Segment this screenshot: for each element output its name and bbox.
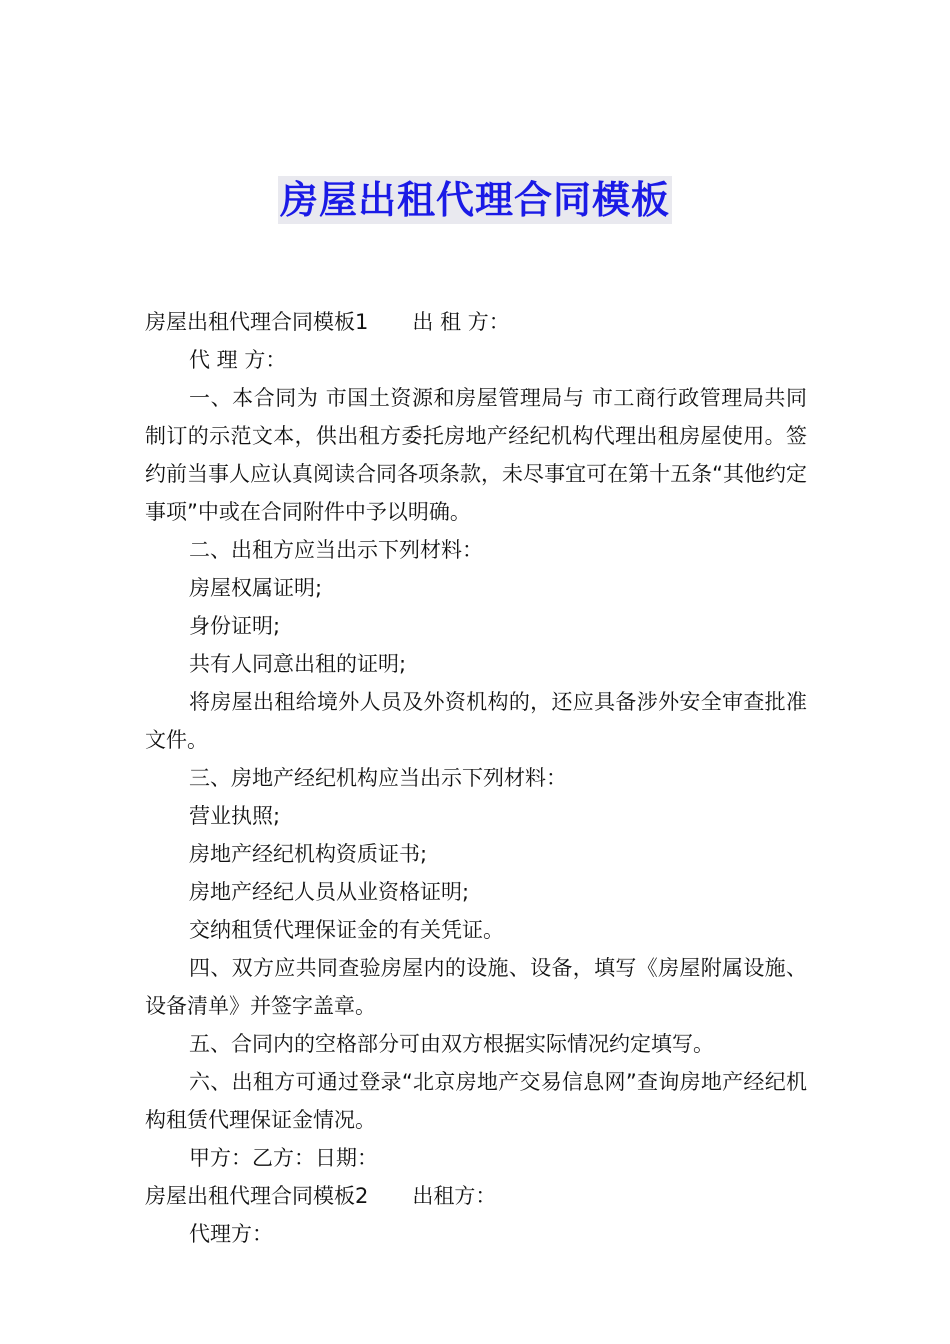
list-item: 营业执照; <box>189 804 281 828</box>
template-label-1: 房屋出租代理合同模板1 <box>145 310 369 334</box>
list-item: 将房屋出租给境外人员及外资机构的，还应具备涉外安全审查批准文件。 <box>145 690 807 752</box>
list-item: 交纳租赁代理保证金的有关凭证。 <box>189 918 504 942</box>
list-item: 身份证明; <box>189 614 281 638</box>
list-item: 房屋权属证明; <box>189 576 323 600</box>
section-heading-1 <box>145 303 807 341</box>
list-item: 房地产经纪人员从业资格证明; <box>189 880 470 904</box>
list-item: 房地产经纪机构资质证书; <box>189 842 428 866</box>
clause-3: 三、房地产经纪机构应当出示下列材料： <box>189 766 567 790</box>
agent-label-2: 代理方： <box>189 1222 273 1246</box>
clause-5: 五、合同内的空格部分可由双方根据实际情况约定填写。 <box>189 1032 714 1056</box>
section-heading-2 <box>145 1177 807 1215</box>
list-item: 共有人同意出租的证明; <box>189 652 407 676</box>
clause-2: 二、出租方应当出示下列材料： <box>189 538 483 562</box>
clause-6: 六、出租方可通过登录“北京房地产交易信息网”查询房地产经纪机构租赁代理保证金情况。 <box>145 1070 807 1132</box>
title-container <box>0 176 950 224</box>
template-label-2: 房屋出租代理合同模板2 <box>145 1184 369 1208</box>
clause-1: 一、本合同为 市国土资源和房屋管理局与 市工商行政管理局共同制订的示范文本，供出租方委托房地产经纪机构代理出租房屋使用。签约前当事人应认真阅读合同各项条款，未尽事宜可在第十五条“其他约定事项”中或在合同附件中予以明确。 <box>145 386 807 524</box>
agent-label-1: 代 理 方： <box>189 348 287 372</box>
document-title: 房屋出租代理合同模板 <box>279 178 670 222</box>
lessor-label-2: 出租方： <box>412 1184 497 1208</box>
lessor-label-1: 出 租 方： <box>412 310 510 334</box>
document-body <box>145 303 807 1253</box>
clause-4: 四、双方应共同查验房屋内的设施、设备，填写《房屋附属设施、设备清单》并签字盖章。 <box>145 956 807 1018</box>
signature-line: 甲方：乙方：日期： <box>189 1146 378 1170</box>
